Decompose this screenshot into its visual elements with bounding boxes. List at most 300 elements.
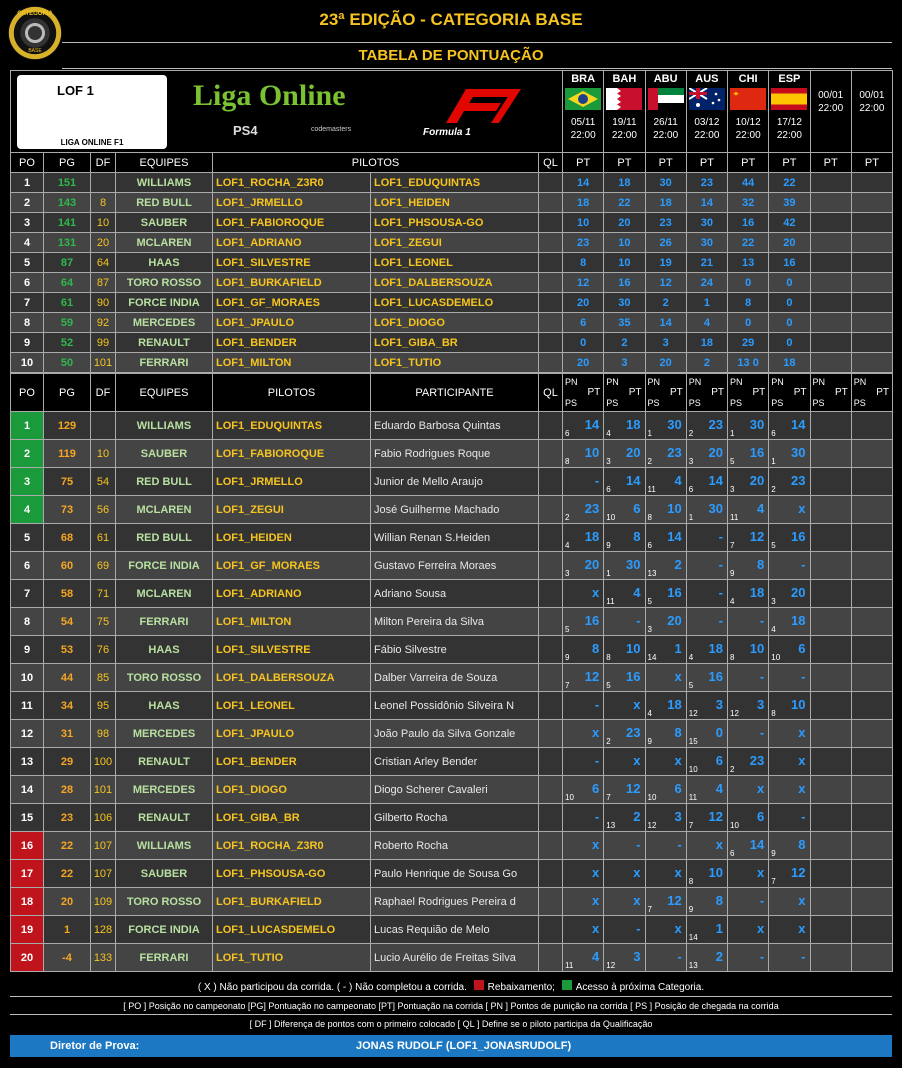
finish-position: 1 (647, 429, 652, 438)
race-result-cell (810, 748, 851, 776)
col-equipes: EQUIPES (116, 153, 213, 173)
team-race-points: 1 (686, 293, 727, 313)
race-points: 23 (626, 725, 641, 740)
team-race-points: 10 (604, 233, 645, 253)
team-pilot-1: LOF1_ROCHA_Z3R0 (213, 173, 371, 193)
driver-points: 28 (44, 776, 91, 804)
col-pt: PT (752, 387, 766, 398)
team-diff: 8 (91, 193, 116, 213)
page-subtitle: TABELA DE PONTUAÇÃO (358, 47, 544, 64)
col-race-result (851, 374, 892, 412)
relegation-swatch (474, 980, 484, 990)
director-name: JONAS RUDOLF (LOF1_JONASRUDOLF) (356, 1040, 572, 1052)
race-points: 1 (674, 641, 682, 656)
driver-pilot: LOF1_JRMELLO (213, 468, 371, 496)
team-name: SAUBER (116, 213, 213, 233)
team-row (11, 273, 893, 293)
race-points: x (757, 781, 765, 796)
race-result-cell (604, 748, 645, 776)
team-race-points: 10 (604, 253, 645, 273)
race-points: 23 (791, 473, 806, 488)
race-points: 18 (626, 417, 641, 432)
race-result-cell (769, 888, 810, 916)
race-result-cell (769, 720, 810, 748)
driver-participant: José Guilherme Machado (371, 496, 539, 524)
race-header (851, 71, 892, 153)
race-points: - (801, 949, 806, 964)
driver-team: RED BULL (116, 524, 213, 552)
race-points: x (674, 921, 682, 936)
team-pilot-2: LOF1_ZEGUI (371, 233, 539, 253)
legend-status (10, 980, 892, 993)
race-result-cell (645, 412, 686, 440)
driver-pilot: LOF1_LEONEL (213, 692, 371, 720)
driver-position: 19 (11, 916, 44, 944)
team-race-points: 20 (604, 213, 645, 233)
finish-position: 12 (688, 709, 698, 718)
team-ql (539, 193, 563, 213)
col-ps: PS (771, 398, 784, 408)
race-result-cell (563, 636, 604, 664)
team-position: 3 (11, 213, 44, 233)
driver-team: SAUBER (116, 440, 213, 468)
driver-row (11, 412, 893, 440)
driver-ql (539, 524, 563, 552)
race-result-cell (604, 888, 645, 916)
race-result-cell (851, 608, 892, 636)
driver-diff: 61 (91, 524, 116, 552)
race-time: 22:00 (735, 130, 761, 141)
race-result-cell (686, 692, 727, 720)
race-points: 16 (791, 529, 806, 544)
team-race-points: 20 (645, 353, 686, 373)
race-result-cell (810, 552, 851, 580)
team-race-points: 26 (645, 233, 686, 253)
race-result-cell (728, 552, 769, 580)
driver-points: 22 (44, 860, 91, 888)
race-result-cell (563, 776, 604, 804)
team-name: WILLIAMS (116, 173, 213, 193)
race-points: 20 (791, 585, 806, 600)
race-points: 10 (626, 641, 641, 656)
race-points: - (759, 613, 765, 628)
race-result-cell (604, 552, 645, 580)
finish-position: 2 (771, 485, 776, 494)
col-pn: PN (565, 377, 578, 387)
finish-position: 8 (771, 709, 776, 718)
team-race-points: 4 (686, 313, 727, 333)
col-po: PO (11, 153, 44, 173)
finish-position: 7 (606, 793, 611, 802)
race-result-cell (728, 776, 769, 804)
driver-row (11, 440, 893, 468)
team-race-points (810, 353, 851, 373)
race-result-cell (563, 860, 604, 888)
finish-position: 3 (647, 625, 652, 634)
lof-logo (17, 75, 167, 149)
race-result-cell (686, 608, 727, 636)
driver-participant: Willian Renan S.Heiden (371, 524, 539, 552)
team-pilot-1: LOF1_BENDER (213, 333, 371, 353)
driver-ql (539, 888, 563, 916)
driver-participant: Diogo Scherer Cavaleri (371, 776, 539, 804)
driver-ql (539, 776, 563, 804)
driver-points: 58 (44, 580, 91, 608)
driver-ql (539, 580, 563, 608)
race-points: x (798, 781, 806, 796)
driver-row (11, 888, 893, 916)
team-row (11, 193, 893, 213)
driver-diff: 54 (91, 468, 116, 496)
race-points: 3 (715, 697, 723, 712)
team-race-points: 23 (686, 173, 727, 193)
col-pt: PT (645, 153, 686, 173)
team-name: TORO ROSSO (116, 273, 213, 293)
race-points: x (674, 865, 682, 880)
driver-row (11, 692, 893, 720)
col-race-result (686, 374, 727, 412)
flag-icon (730, 88, 766, 110)
team-race-points (810, 193, 851, 213)
driver-ql (539, 916, 563, 944)
team-ql (539, 293, 563, 313)
finish-position: 14 (688, 933, 698, 942)
race-result-cell (604, 692, 645, 720)
team-name: RED BULL (116, 193, 213, 213)
team-race-points: 30 (604, 293, 645, 313)
team-race-points: 20 (563, 353, 604, 373)
driver-position: 13 (11, 748, 44, 776)
driver-pilot: LOF1_LUCASDEMELO (213, 916, 371, 944)
race-result-cell (810, 524, 851, 552)
driver-ql (539, 832, 563, 860)
driver-position: 3 (11, 468, 44, 496)
race-points: 3 (757, 697, 765, 712)
driver-points: 119 (44, 440, 91, 468)
race-result-cell (769, 832, 810, 860)
race-result-cell (604, 412, 645, 440)
driver-points: 54 (44, 608, 91, 636)
finish-position: 10 (730, 821, 739, 830)
race-result-cell (563, 832, 604, 860)
race-result-cell (728, 916, 769, 944)
finish-position: 4 (565, 541, 570, 550)
driver-pilot: LOF1_BENDER (213, 748, 371, 776)
team-pilot-1: LOF1_JPAULO (213, 313, 371, 333)
flag-icon (689, 88, 725, 110)
driver-participant: Leonel Possidônio Silveira N (371, 692, 539, 720)
team-race-points (810, 173, 851, 193)
driver-ql (539, 804, 563, 832)
driver-pilot: LOF1_MILTON (213, 608, 371, 636)
race-points: 10 (791, 697, 806, 712)
finish-position: 3 (688, 457, 694, 466)
driver-position: 10 (11, 664, 44, 692)
col-pt: PT (669, 387, 683, 398)
race-points: 4 (757, 501, 765, 516)
race-result-cell (851, 748, 892, 776)
divider (62, 42, 892, 43)
race-result-cell (563, 748, 604, 776)
col-pn: PN (771, 377, 784, 387)
team-race-points (810, 293, 851, 313)
race-result-cell (769, 776, 810, 804)
race-result-cell (810, 944, 851, 972)
race-result-cell (686, 776, 727, 804)
race-points: - (594, 753, 600, 768)
race-result-cell (604, 608, 645, 636)
team-pilot-2: LOF1_TUTIO (371, 353, 539, 373)
race-points: - (636, 613, 641, 628)
driver-pilot: LOF1_SILVESTRE (213, 636, 371, 664)
team-race-points: 16 (769, 253, 810, 273)
team-position: 7 (11, 293, 44, 313)
team-race-points: 22 (769, 173, 810, 193)
race-result-cell (645, 636, 686, 664)
finish-position: 5 (771, 541, 776, 550)
team-pilot-2: LOF1_HEIDEN (371, 193, 539, 213)
finish-position: 4 (606, 429, 611, 438)
finish-position: 9 (606, 541, 611, 550)
race-result-cell (686, 832, 727, 860)
race-result-cell (728, 468, 769, 496)
race-code: BRA (571, 73, 596, 85)
logo-top-text: CATEGORIA (17, 11, 53, 17)
race-points: 12 (749, 529, 765, 544)
driver-pilot: LOF1_ADRIANO (213, 580, 371, 608)
finish-position: 6 (688, 485, 694, 494)
race-points: 14 (708, 473, 723, 488)
driver-points: 129 (44, 412, 91, 440)
driver-team: FORCE INDIA (116, 552, 213, 580)
race-points: 16 (708, 669, 723, 684)
race-result-cell (686, 916, 727, 944)
col-pn: PN (688, 377, 702, 387)
liga-online-logo: Liga Online (193, 79, 346, 112)
race-points: - (801, 557, 806, 572)
driver-pilot: LOF1_BURKAFIELD (213, 888, 371, 916)
flag-icon (771, 88, 807, 110)
team-race-points: 0 (769, 273, 810, 293)
team-row (11, 213, 893, 233)
race-points: 14 (584, 417, 600, 432)
race-time: 22:00 (570, 130, 596, 141)
finish-position: 6 (565, 429, 570, 438)
team-pilot-1: LOF1_BURKAFIELD (213, 273, 371, 293)
driver-position: 18 (11, 888, 44, 916)
team-points: 59 (44, 313, 91, 333)
race-result-cell (645, 720, 686, 748)
driver-participant: Paulo Henrique de Sousa Go (371, 860, 539, 888)
race-result-cell (563, 412, 604, 440)
race-result-cell (769, 860, 810, 888)
driver-row (11, 468, 893, 496)
col-pt: PT (769, 153, 810, 173)
race-result-cell (686, 944, 727, 972)
team-name: FORCE INDIA (116, 293, 213, 313)
driver-participant: Lucio Aurélio de Freitas Silva (371, 944, 539, 972)
race-result-cell (810, 496, 851, 524)
team-pilot-2: LOF1_GIBA_BR (371, 333, 539, 353)
legend-abbrev: [ PO ] Posição no campeonato [PG] Pontuação no campeonato [PT] Pontuação na corrida [ PN ] Pontos de punição na corrida [ PS ] Posição de chegada na corrida (123, 1001, 779, 1011)
team-pilot-1: LOF1_FABIOROQUE (213, 213, 371, 233)
race-date: 10/12 (735, 117, 761, 128)
team-pilot-2: LOF1_DALBERSOUZA (371, 273, 539, 293)
race-result-cell (645, 692, 686, 720)
driver-position: 7 (11, 580, 44, 608)
race-result-cell (810, 832, 851, 860)
race-points: 8 (674, 725, 682, 740)
driver-diff: 107 (91, 860, 116, 888)
race-points: x (798, 725, 806, 740)
race-points: 6 (674, 781, 682, 796)
race-result-cell (645, 748, 686, 776)
team-pilot-2: LOF1_LEONEL (371, 253, 539, 273)
race-result-cell (686, 860, 727, 888)
driver-participant: Dalber Varreira de Souza (371, 664, 539, 692)
race-header (604, 71, 645, 153)
finish-position: 11 (647, 485, 656, 494)
race-result-cell (728, 860, 769, 888)
team-race-points: 18 (769, 353, 810, 373)
team-pilot-2: LOF1_EDUQUINTAS (371, 173, 539, 193)
driver-diff: 133 (91, 944, 116, 972)
driver-points: 73 (44, 496, 91, 524)
team-pilot-2: LOF1_LUCASDEMELO (371, 293, 539, 313)
driver-ql (539, 608, 563, 636)
team-race-points (851, 253, 892, 273)
race-result-cell (645, 608, 686, 636)
team-ql (539, 233, 563, 253)
driver-participant: João Paulo da Silva Gonzale (371, 720, 539, 748)
race-result-cell (563, 692, 604, 720)
race-points: - (759, 725, 765, 740)
driver-participant: Milton Pereira da Silva (371, 608, 539, 636)
race-points: 2 (674, 557, 682, 572)
race-result-cell (686, 664, 727, 692)
driver-diff: 75 (91, 608, 116, 636)
driver-ql (539, 468, 563, 496)
col-ps: PS (812, 398, 825, 408)
driver-team: WILLIAMS (116, 832, 213, 860)
race-result-cell (769, 496, 810, 524)
team-points: 64 (44, 273, 91, 293)
driver-pilot: LOF1_TUTIO (213, 944, 371, 972)
lof-logo-sub: LIGA ONLINE F1 (60, 138, 124, 147)
race-result-cell (645, 440, 686, 468)
race-header (728, 71, 769, 153)
team-row (11, 173, 893, 193)
driver-row (11, 552, 893, 580)
driver-position: 8 (11, 608, 44, 636)
team-diff (91, 173, 116, 193)
driver-position: 15 (11, 804, 44, 832)
driver-diff: 69 (91, 552, 116, 580)
team-race-points: 29 (728, 333, 769, 353)
team-pilot-1: LOF1_SILVESTRE (213, 253, 371, 273)
race-result-cell (769, 916, 810, 944)
logo-bottom-text: BASE (28, 48, 42, 54)
driver-pilot: LOF1_JPAULO (213, 720, 371, 748)
race-points: x (715, 837, 723, 852)
race-points: 10 (667, 501, 682, 516)
driver-points: 1 (44, 916, 91, 944)
race-result-cell (851, 636, 892, 664)
team-race-points (851, 293, 892, 313)
finish-position: 11 (606, 597, 615, 606)
col-ps: PS (565, 398, 578, 408)
race-code: AUS (695, 73, 719, 85)
team-diff: 87 (91, 273, 116, 293)
race-result-cell (563, 496, 604, 524)
page-title: 23ª EDIÇÃO - CATEGORIA BASE (319, 10, 583, 29)
race-points: 1 (715, 921, 723, 936)
race-points: 4 (592, 949, 600, 964)
team-position: 1 (11, 173, 44, 193)
team-points: 141 (44, 213, 91, 233)
race-points: - (759, 669, 765, 684)
driver-team: SAUBER (116, 860, 213, 888)
race-result-cell (810, 888, 851, 916)
race-points: 4 (633, 585, 641, 600)
race-points: 4 (674, 473, 682, 488)
race-points: - (594, 809, 600, 824)
team-points: 131 (44, 233, 91, 253)
team-name: HAAS (116, 253, 213, 273)
team-race-points: 2 (604, 333, 645, 353)
director-label: Diretor de Prova: (50, 1040, 140, 1052)
race-points: 6 (798, 641, 806, 656)
race-result-cell (728, 692, 769, 720)
driver-ql (539, 860, 563, 888)
race-points: - (759, 949, 765, 964)
driver-row (11, 524, 893, 552)
team-row (11, 333, 893, 353)
col-df: DF (91, 374, 116, 412)
driver-position: 17 (11, 860, 44, 888)
driver-pilot: LOF1_GF_MORAES (213, 552, 371, 580)
driver-diff: 95 (91, 692, 116, 720)
race-code: ESP (778, 73, 801, 85)
race-points: x (592, 921, 600, 936)
col-pt: PT (876, 387, 889, 398)
driver-diff: 56 (91, 496, 116, 524)
driver-position: 6 (11, 552, 44, 580)
race-points: x (592, 865, 600, 880)
team-row (11, 233, 893, 253)
race-points: 18 (667, 697, 682, 712)
team-race-points: 19 (645, 253, 686, 273)
race-result-cell (851, 496, 892, 524)
race-result-cell (728, 804, 769, 832)
race-code: BAH (612, 73, 637, 85)
race-result-cell (851, 804, 892, 832)
race-points: 8 (633, 529, 641, 544)
race-points: 16 (584, 613, 600, 628)
team-race-points: 14 (645, 313, 686, 333)
finish-position: 2 (688, 429, 694, 438)
race-result-cell (563, 524, 604, 552)
driver-ql (539, 748, 563, 776)
race-result-cell (645, 776, 686, 804)
codemasters-logo: codemasters (311, 126, 352, 133)
finish-position: 3 (730, 485, 735, 494)
race-result-cell (686, 552, 727, 580)
finish-position: 8 (688, 877, 694, 886)
team-race-points (851, 273, 892, 293)
col-pt: PT (587, 387, 601, 398)
race-result-cell (604, 580, 645, 608)
